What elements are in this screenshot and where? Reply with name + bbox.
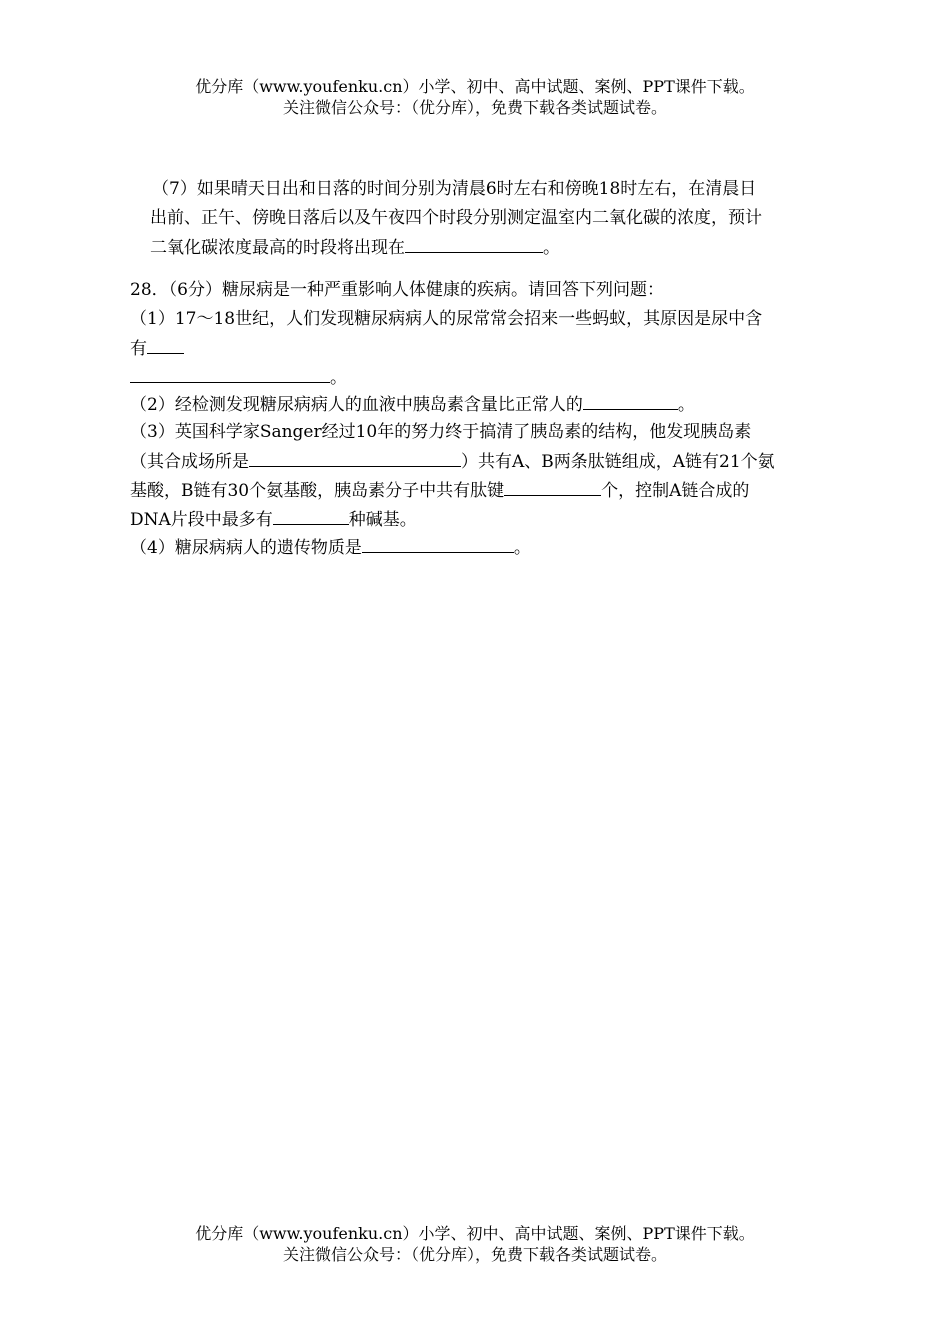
q28-1-line-2 <box>130 337 184 360</box>
answer-blank[interactable] <box>362 536 514 553</box>
answer-blank[interactable] <box>249 450 461 467</box>
q28-3-line-2 <box>130 450 775 473</box>
q28-2-text: （2）经检测发现糖尿病病人的血液中胰岛素含量比正常人的 <box>130 395 583 415</box>
answer-blank[interactable] <box>504 479 601 496</box>
q28-3-line-3-text: 基酸，B链有30个氨基酸，胰岛素分子中共有肽键 <box>130 481 505 501</box>
q28-3-line-2-text: （其合成场所是 <box>130 452 249 472</box>
q28-3-line-3 <box>130 479 749 502</box>
q28-3-line-3-end: 个，控制A链合成的 <box>601 481 750 501</box>
q28-1-line-1: （1）17～18世纪，人们发现糖尿病病人的尿常常会招来一些蚂蚁，其原因是尿中含 <box>130 309 763 329</box>
q28-1-line-3 <box>130 366 347 389</box>
answer-blank[interactable] <box>405 236 543 253</box>
q28-3-line-2-end: ）共有A、B两条肽链组成，A链有21个氨 <box>461 452 775 472</box>
q28-3-line-1: （3）英国科学家Sanger经过10年的努力终于搞清了胰岛素的结构，他发现胰岛素 <box>130 422 752 442</box>
answer-blank[interactable] <box>583 393 678 410</box>
q28-4-line <box>130 536 531 559</box>
q28-4-text: （4）糖尿病病人的遗传物质是 <box>130 538 362 558</box>
answer-blank[interactable] <box>130 366 330 383</box>
q27-7-line-3 <box>150 236 560 259</box>
q28-3-line-4-end: 种碱基。 <box>348 510 417 530</box>
q27-7-line-3-end: 。 <box>543 238 560 258</box>
answer-blank[interactable] <box>273 508 349 525</box>
q28-4-end: 。 <box>513 538 531 558</box>
footer-line-1: 优分库（www.youfenku.cn）小学、初中、高中试题、案例、PPT课件下载。 <box>195 1224 755 1243</box>
q27-7-line-2: 出前、正午、傍晚日落后以及午夜四个时段分别测定温室内二氧化碳的浓度，预计 <box>150 208 762 228</box>
q27-7-line-1: （7）如果晴天日出和日落的时间分别为清晨6时左右和傍晚18时左右，在清晨日 <box>152 179 757 199</box>
header-line-2: 关注微信公众号：（优分库），免费下载各类试题试卷。 <box>282 98 667 117</box>
q27-7-line-3-text: 二氧化碳浓度最高的时段将出现在 <box>150 238 405 258</box>
q28-1-line-2-text: 有 <box>130 339 147 359</box>
header-line-1: 优分库（www.youfenku.cn）小学、初中、高中试题、案例、PPT课件下载。 <box>195 77 755 96</box>
answer-blank[interactable] <box>147 337 184 354</box>
q28-3-line-4-text: DNA片段中最多有 <box>130 510 273 530</box>
q28-2-line <box>130 393 695 416</box>
q28-1-line-3-end: 。 <box>330 368 347 388</box>
q28-2-end: 。 <box>677 395 695 415</box>
footer-line-2: 关注微信公众号：（优分库），免费下载各类试题试卷。 <box>282 1245 667 1264</box>
q28-title: 28．（6分）糖尿病是一种严重影响人体健康的疾病。请回答下列问题： <box>130 280 664 300</box>
q28-3-line-4 <box>130 508 417 531</box>
